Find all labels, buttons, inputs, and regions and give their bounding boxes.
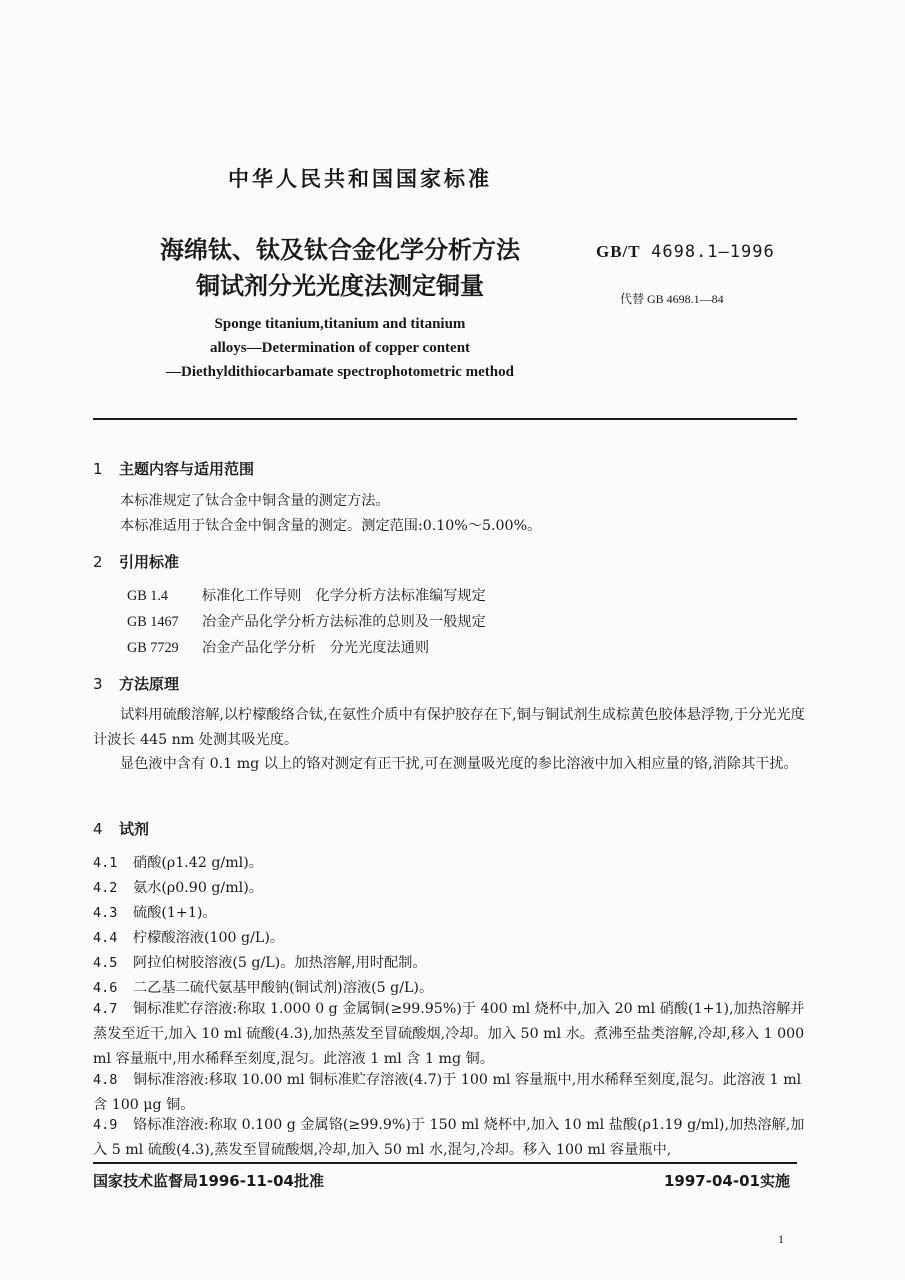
reagent-item — [93, 997, 805, 1072]
item-number: 4.9 — [93, 1117, 118, 1133]
reagent-item — [93, 927, 284, 947]
reagent-item — [93, 977, 433, 997]
standard-number — [596, 242, 775, 262]
reference-code: GB 1.4 — [127, 588, 168, 604]
reagent-item — [93, 877, 263, 897]
title-en-line2: alloys—Determination of copper content — [209, 340, 471, 356]
page-number: 1 — [778, 1232, 784, 1246]
section-4-heading — [93, 818, 149, 839]
replaces-note: 代替 GB 4698.1—84 — [620, 292, 724, 306]
footer-divider — [93, 1162, 797, 1164]
approval-date: 国家技术监督局1996-11-04批准 — [93, 1172, 324, 1190]
reagent-item — [93, 952, 427, 972]
reagent-item — [93, 902, 217, 922]
item-text: 铜标准溶液:移取 10.00 ml 铜标准贮存溶液(4.7)于 100 ml 容量瓶中,用水稀释至刻度,混匀。此溶液 1 ml 含 100 μg 铜。 — [93, 1072, 802, 1113]
reference-code: GB 1467 — [127, 614, 179, 630]
section-number: 2 — [93, 553, 103, 571]
item-text: 氨水(ρ0.90 g/ml)。 — [133, 880, 263, 896]
section-2-heading — [93, 551, 179, 572]
paragraph: 本标准规定了钛合金中铜含量的测定方法。 — [120, 493, 390, 509]
reference-title: 冶金产品化学分析方法标准的总则及一般规定 — [202, 614, 486, 630]
section-title: 试剂 — [119, 820, 150, 838]
national-standard-heading: 中华人民共和国国家标准 — [228, 167, 492, 191]
item-text: 二乙基二硫代氨基甲酸钠(铜试剂)溶液(5 g/L)。 — [133, 980, 434, 996]
section-number: 3 — [93, 675, 103, 693]
item-number: 4.3 — [93, 905, 118, 921]
item-text: 阿拉伯树胶溶液(5 g/L)。加热溶解,用时配制。 — [133, 955, 427, 971]
item-number: 4.5 — [93, 955, 118, 971]
section-number: 1 — [93, 460, 103, 478]
item-text: 铜标准贮存溶液:称取 1.000 0 g 金属铜(≥99.95%)于 400 ml 烧杯中,加入 20 ml 硝酸(1+1),加热溶解并蒸发至近干,加入 10 ml 硫酸(4.3),加热蒸发至冒硫酸烟,冷却。加入 50 ml 水。煮沸至盐类溶解,冷却,移入 1 000 ml 容量瓶中,用水稀释至刻度,混匀。此溶液 1 ml 含 1 mg 铜。 — [93, 1001, 805, 1067]
section-title: 主题内容与适用范围 — [119, 460, 255, 478]
section-1-heading — [93, 458, 254, 479]
paragraph: 显色液中含有 0.1 mg 以上的铬对测定有正干扰,可在测量吸光度的参比溶液中加入相应量的铬,消除其干扰。 — [120, 756, 798, 772]
item-number: 4.2 — [93, 880, 118, 896]
item-text: 硫酸(1+1)。 — [133, 905, 217, 921]
section-title: 引用标准 — [119, 553, 180, 571]
reagent-item — [93, 1113, 805, 1163]
section-title: 方法原理 — [119, 675, 180, 693]
paragraph: 试料用硫酸溶解,以柠檬酸络合钛,在氨性介质中有保护胶存在下,铜与铜试剂生成棕黄色胶体悬浮物,于分光光度计波长 445 nm 处测其吸光度。 — [93, 707, 805, 748]
title-en-line1: Sponge titanium,titanium and titanium — [214, 316, 466, 332]
reference-item — [127, 611, 486, 631]
item-number: 4.4 — [93, 930, 118, 946]
section-number: 4 — [93, 820, 103, 838]
section-3-heading — [93, 673, 179, 694]
reference-item — [127, 637, 429, 657]
title-cn-line2: 铜试剂分光光度法测定铜量 — [196, 272, 484, 300]
item-number: 4.8 — [93, 1072, 118, 1088]
item-number: 4.6 — [93, 980, 118, 996]
standard-code: 4698.1—1996 — [651, 242, 775, 262]
item-number: 4.1 — [93, 855, 118, 871]
item-text: 柠檬酸溶液(100 g/L)。 — [133, 930, 285, 946]
item-text: 铬标准溶液:称取 0.100 g 金属铬(≥99.9%)于 150 ml 烧杯中,加入 10 ml 盐酸(ρ1.19 g/ml),加热溶解,加入 5 ml 硫酸(4.3),蒸发至冒硫酸烟,冷却,加入 50 ml 水,混匀,冷却。移入 100 ml 容量瓶中, — [93, 1117, 805, 1158]
title-en-line3: —Diethyldithiocarbamate spectrophotometric method — [165, 364, 514, 380]
reference-code: GB 7729 — [127, 640, 179, 656]
reference-title: 标准化工作导则 化学分析方法标准编写规定 — [202, 588, 486, 604]
item-number: 4.7 — [93, 1001, 118, 1017]
reagent-item — [93, 1068, 805, 1118]
reference-title: 冶金产品化学分析 分光光度法通则 — [202, 640, 430, 656]
title-cn-line1: 海绵钛、钛及钛合金化学分析方法 — [160, 236, 520, 264]
header-divider — [93, 418, 797, 420]
paragraph: 本标准适用于钛合金中铜含量的测定。测定范围:0.10%～5.00%。 — [120, 518, 542, 534]
reagent-item — [93, 852, 263, 872]
reference-item — [127, 585, 486, 605]
standard-prefix: GB/T — [596, 242, 641, 261]
item-text: 硝酸(ρ1.42 g/ml)。 — [133, 855, 263, 871]
implementation-date: 1997-04-01实施 — [664, 1172, 790, 1190]
